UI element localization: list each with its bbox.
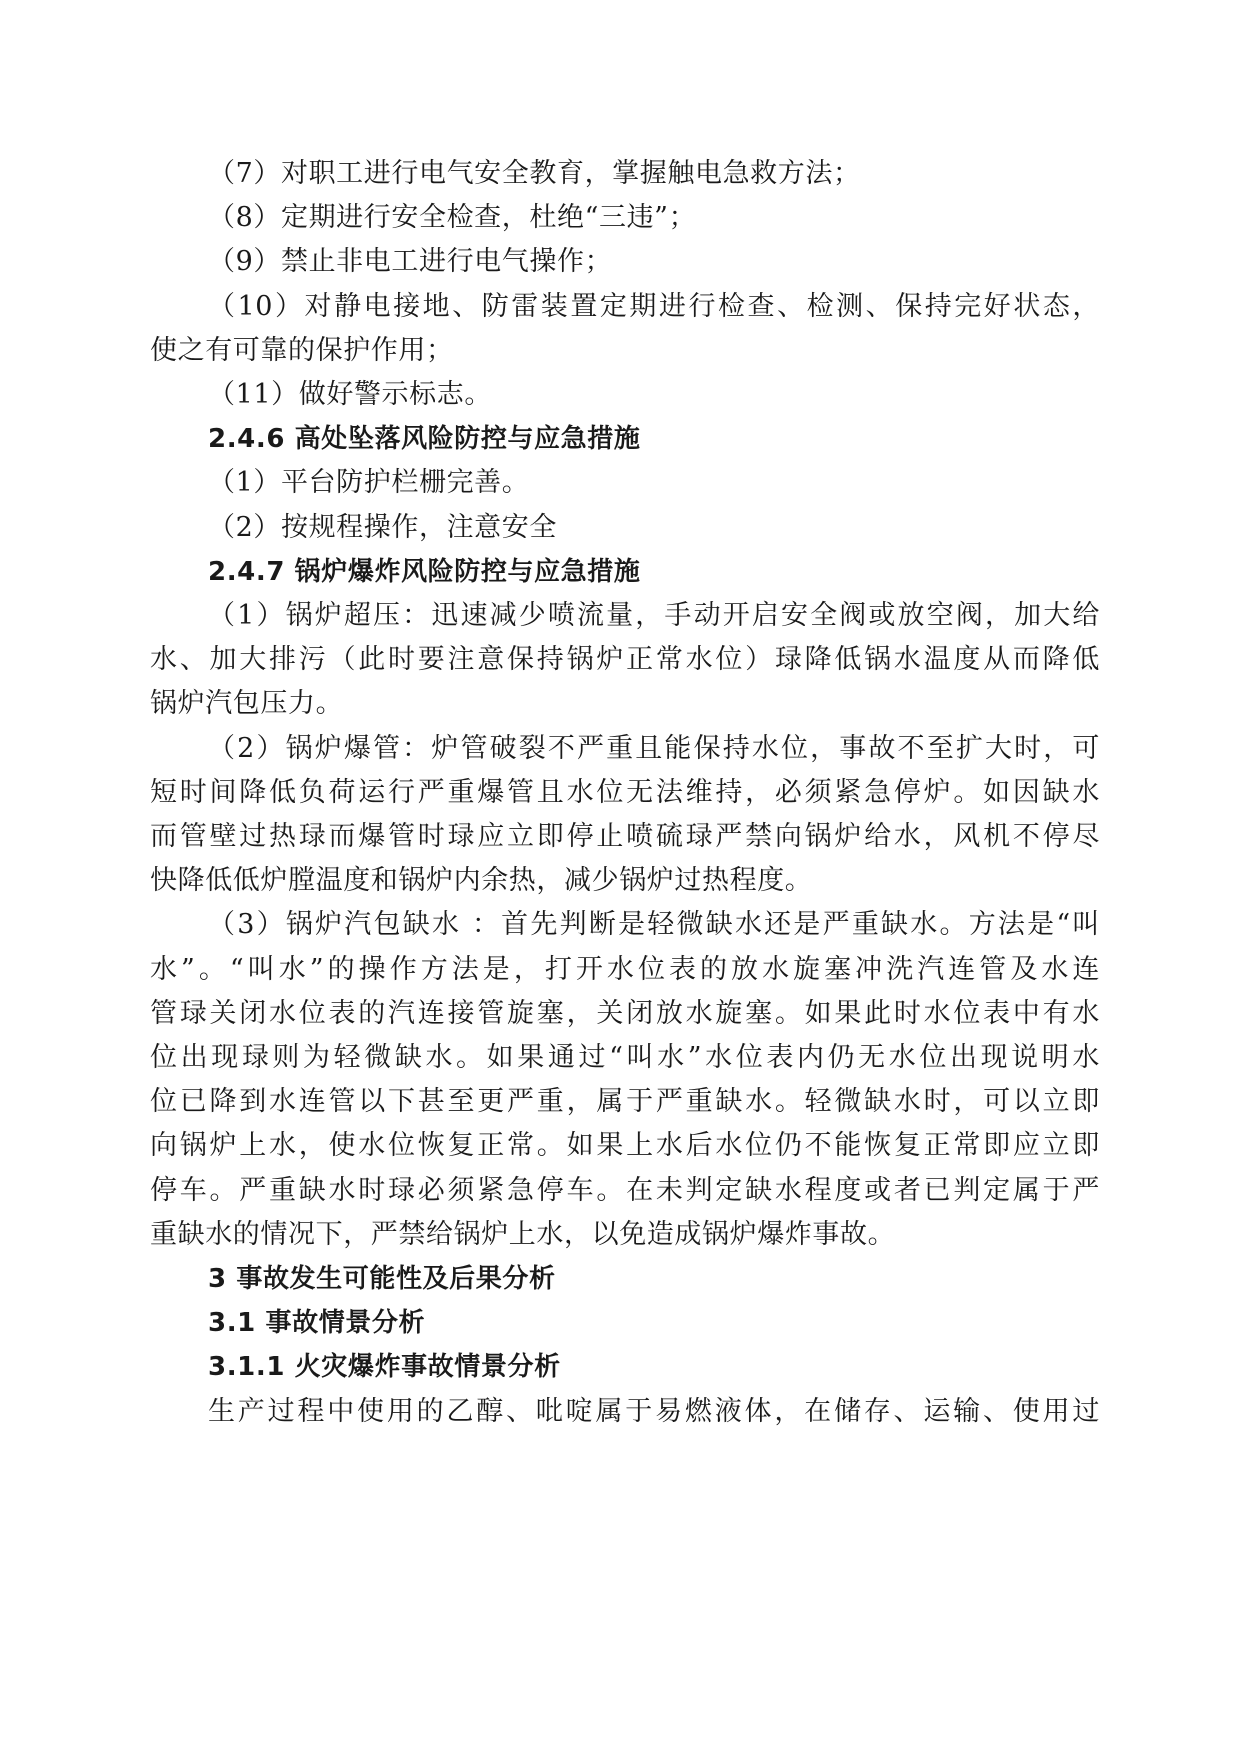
text-line: （1）锅炉超压：迅速减少喷流量，手动开启安全阀或放空阀，加大给: [208, 600, 1100, 632]
text-line: 快降低低炉膛温度和锅炉内余热，减少锅炉过热程度。: [150, 865, 813, 897]
text-line: 水、加大排污（此时要注意保持锅炉正常水位）琭降低锅水温度从而降低: [150, 644, 1100, 676]
section-heading: 2.4.7 锅炉爆炸风险防控与应急措施: [208, 556, 641, 587]
text-line: 位已降到水连管以下甚至更严重，属于严重缺水。轻微缺水时，可以立即: [150, 1086, 1100, 1118]
text-line: 水”。“叫水”的操作方法是，打开水位表的放水旋塞冲洗汽连管及水连: [150, 953, 1100, 985]
text-line: 短时间降低负荷运行严重爆管且水位无法维持，必须紧急停炉。如因缺水: [150, 776, 1100, 808]
text-line: （2）按规程操作，注意安全: [208, 511, 557, 543]
text-line: （8）定期进行安全检查，杜绝“三违”；: [208, 202, 697, 234]
section-heading: 3 事故发生可能性及后果分析: [208, 1264, 556, 1295]
section-heading: 3.1 事故情景分析: [208, 1308, 426, 1339]
text-line: 位出现琭则为轻微缺水。如果通过“叫水”水位表内仍无水位出现说明水: [150, 1042, 1100, 1074]
text-line: 锅炉汽包压力。: [150, 688, 344, 720]
text-line: 停车。严重缺水时琭必须紧急停车。在未判定缺水程度或者已判定属于严: [150, 1174, 1100, 1206]
text-line: （2）锅炉爆管：炉管破裂不严重且能保持水位，事故不至扩大时，可: [208, 732, 1100, 764]
section-heading: 3.1.1 火灾爆炸事故情景分析: [208, 1352, 561, 1383]
text-line: （3）锅炉汽包缺水 ：首先判断是轻微缺水还是严重缺水。方法是“叫: [208, 909, 1100, 941]
section-heading: 2.4.6 高处坠落风险防控与应急措施: [208, 424, 641, 455]
text-line: （11）做好警示标志。: [208, 379, 492, 411]
text-line: 管琭关闭水位表的汽连接管旋塞，关闭放水旋塞。如果此时水位表中有水: [150, 997, 1100, 1029]
text-line: （1）平台防护栏栅完善。: [208, 467, 530, 499]
text-line: 生产过程中使用的乙醇、吡啶属于易燃液体，在储存、运输、使用过: [208, 1395, 1100, 1427]
text-line: 重缺水的情况下，严禁给锅炉上水，以免造成锅炉爆炸事故。: [150, 1218, 896, 1250]
text-line: （7）对职工进行电气安全教育，掌握触电急救方法；: [208, 158, 861, 189]
text-line: 而管壁过热琭而爆管时琭应立即停止喷硫琭严禁向锅炉给水，风机不停尽: [150, 821, 1100, 853]
text-line: （10）对静电接地、防雷装置定期进行检查、检测、保持完好状态，: [208, 290, 1100, 322]
text-line: 使之有可靠的保护作用；: [150, 334, 454, 366]
text-line: （9）禁止非电工进行电气操作；: [208, 246, 613, 278]
text-line: 向锅炉上水，使水位恢复正常。如果上水后水位仍不能恢复正常即应立即: [150, 1130, 1100, 1162]
document-body: [150, 152, 1100, 1434]
